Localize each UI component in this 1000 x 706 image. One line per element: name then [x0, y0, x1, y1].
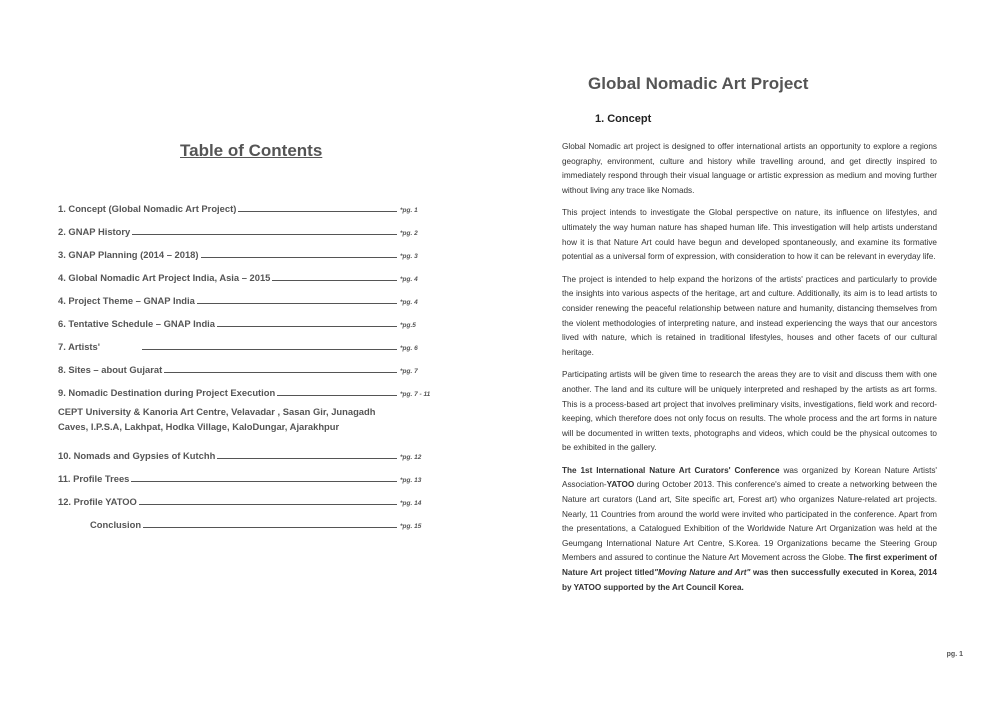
toc-list [58, 191, 430, 530]
toc-item[interactable]: 12. Profile YATOO *pg. 14 [58, 496, 422, 507]
toc-item[interactable]: 9. Nomadic Destination during Project Execution *pg. 7 - 11 [58, 387, 431, 398]
paragraph: This project intends to investigate the Global perspective on nature, its influence on lifestyles, and ultimately the way human nature has shaped human life. This investigation will help artists understand how it is that Nature Art could have begun and developed spontaneously, and examine its formative potential as a universal form of expression, with consideration to how it can be relevant in everyday life. [562, 208, 937, 262]
toc-item[interactable]: 3. GNAP Planning (2014 – 2018) *pg. 3 [58, 249, 418, 260]
toc-item[interactable]: 6. Tentative Schedule – GNAP India *pg.5 [58, 318, 416, 329]
page-number: pg. 1 [946, 651, 963, 658]
toc-item[interactable]: 8. Sites – about Gujarat *pg. 7 [58, 364, 418, 375]
paragraph: Participating artists will be given time to research the areas they are to visit and discuss them with one another. The land and its culture will be uniquely interpreted and reshaped by the artists as art forms. This is a process-based art project that involves preliminary visits, investigations, field work and record-keeping, which therefore does not only focus on results. The whole process and the art forms in nature will be documented in written texts, photographs and videos, which could be the physical outcomes to be exhibited in the gallery. [562, 370, 937, 453]
right-page [500, 0, 1000, 706]
toc-item[interactable]: 2. GNAP History *pg. 2 [58, 226, 418, 237]
body-text [562, 140, 937, 603]
toc-title: Table of Contents [180, 141, 323, 160]
toc-item[interactable]: 10. Nomads and Gypsies of Kutchh *pg. 12 [58, 450, 422, 461]
toc-destinations: CEPT University & Kanoria Art Centre, Velavadar , Sasan Gir, Junagadh Caves, I.P.S.A, Lakhpat, Hodka Village, KaloDungar, Ajarakhpur [58, 406, 376, 432]
toc-item[interactable]: Conclusion *pg. 15 [90, 519, 422, 530]
section-heading: 1. Concept [595, 113, 652, 125]
paragraph: The 1st International Nature Art Curators' Conference was organized by Korean Nature Artists' Association-YATOO during October 2013. This conference's aimed to create a networking between the Nature art curators (Land art, Site specific art, Forest art) who organizes Nature-related art projects. Nearly, 11 Countries from around the world were invited who participated in the conference. Apart from the presentations, a Catalogued Exhibition of the Worldwide Nature Art Organization was held at the Geumgang International Nature Art Centre, S.Korea. 19 Organizations became the Steering Group Members and assured to continue the Nature Art Movement across the Globe. The first experiment of Nature Art project titled"Moving Nature and Art" was then successfully executed in Korea, 2014 by YATOO supported by the Art Council Korea. [562, 465, 937, 592]
toc-item[interactable]: 4. Project Theme – GNAP India *pg. 4 [58, 295, 418, 306]
toc-item[interactable]: 11. Profile Trees *pg. 13 [58, 473, 422, 484]
document-title: Global Nomadic Art Project [588, 74, 809, 93]
toc-item[interactable]: 1. Concept (Global Nomadic Art Project) *pg. 1 [58, 203, 418, 214]
toc-item[interactable]: 4. Global Nomadic Art Project India, Asia – 2015 *pg. 4 [58, 272, 418, 283]
paragraph: Global Nomadic art project is designed to offer international artists an opportunity to explore a regions geography, environment, culture and history while travelling around, and get directly inspired to immediately respond through their visual language or artistic expression as medium and moving further without living any trace like Nomads. [562, 142, 937, 195]
paragraph: The project is intended to help expand the horizons of the artists' practices and particularly to provide the insights into various aspects of the heritage, art and culture. Additionally, its aim is to lead artists to consider renewing the peaceful relationship between nature and humanity, distancing themselves from the violent methodologies of interpreting nature, and instead experiencing the ways that our ancestors lived with nature, which is retained in traditional lifestyles, houses and other facets of our cultural heritage. [562, 274, 937, 357]
toc-item[interactable]: 7. Artists' *pg. 6 [58, 341, 418, 352]
